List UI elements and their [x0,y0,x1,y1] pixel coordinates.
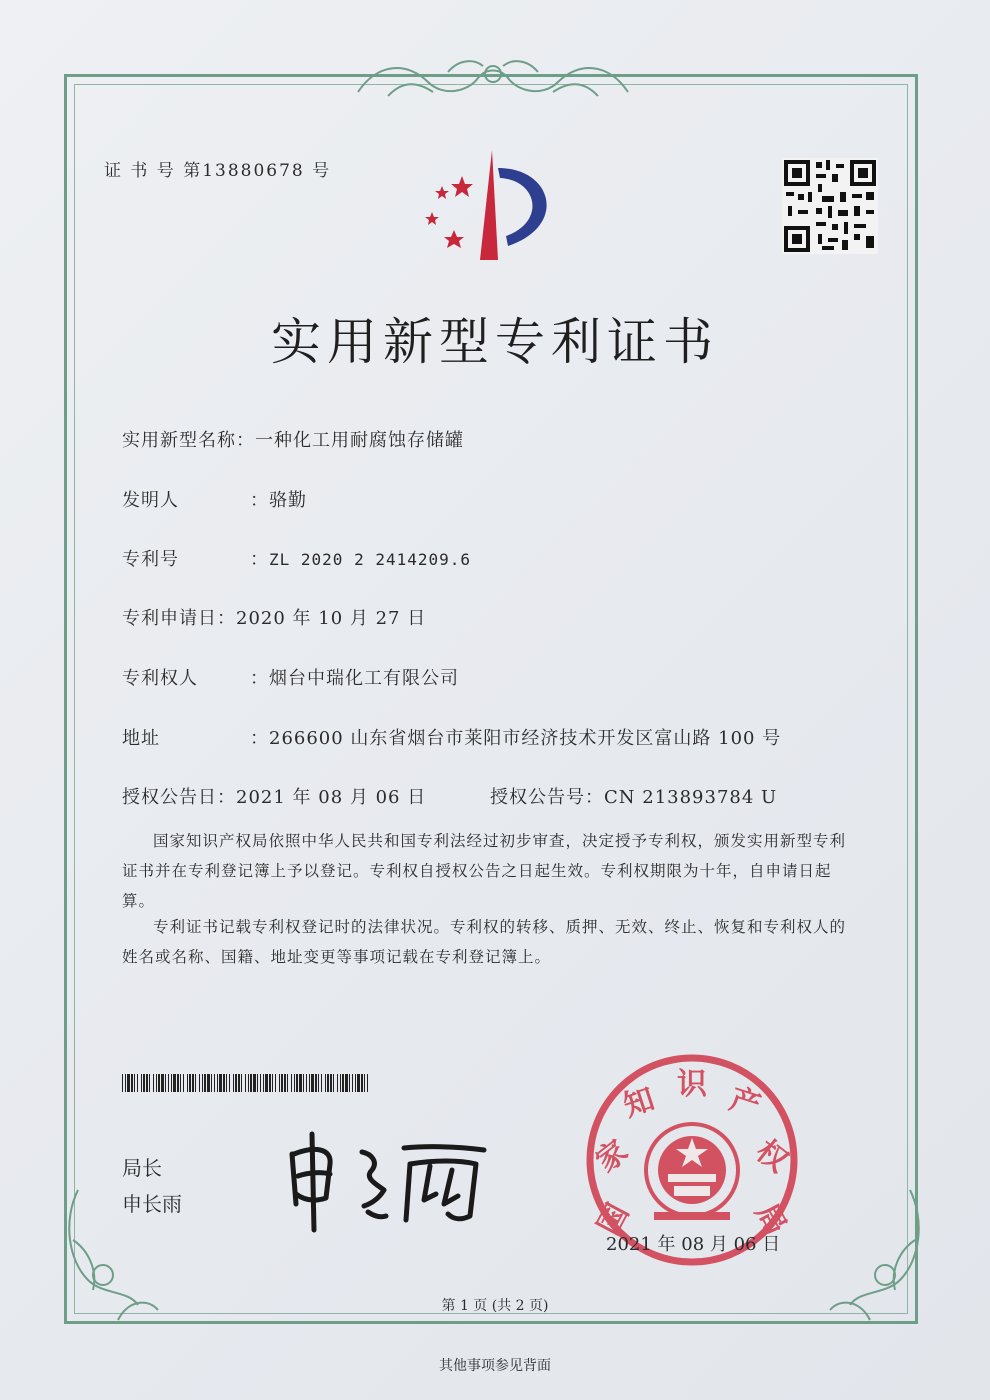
certificate-number-label: 证 书 号 第 [104,161,203,181]
director-signature [284,1124,494,1234]
statement-paragraph-1: 国家知识产权局依照中华人民共和国专利法经过初步审查，决定授予专利权，颁发实用新型专利证书并在专利登记簿上予以登记。专利权自授权公告之日起生效。专利权期限为十年，自申请日起算。 [122,832,847,910]
field-patentee: 专利权人 ：烟台中瑞化工有限公司 [122,664,459,690]
page-indicator: 第 1 页 (共 2 页) [441,1298,549,1314]
field-application-date [122,604,426,630]
svg-text:国: 国 [591,1198,637,1241]
field-value: CN 213893784 U [604,787,778,808]
qr-code [782,158,878,254]
director-title: 局长 [122,1156,162,1180]
svg-text:局: 局 [747,1198,793,1241]
field-value: ZL 2020 2 2414209.6 [269,550,472,569]
svg-text:产: 产 [725,1081,765,1125]
svg-text:家: 家 [589,1133,635,1180]
field-grant-date [122,783,426,809]
field-value: 2021 年 08 月 06 日 [236,787,427,808]
field-address: 地址 ：266600 山东省烟台市莱阳市经济技术开发区富山路 100 号 [122,724,781,750]
field-label: 授权公告日： [122,787,236,808]
certificate-number-value: 13880678 [202,161,305,181]
barcode [122,1074,372,1092]
statement-paragraph-2: 专利证书记载专利权登记时的法律状况。专利权的转移、质押、无效、终止、恢复和专利权人的姓名或名称、国籍、地址变更等事项记载在专利登记簿上。 [122,918,847,966]
field-label: 专利申请日： [122,608,236,629]
certificate-number-suffix: 号 [312,161,332,181]
field-label: 实用新型名称： [122,430,255,451]
director-name: 申长雨 [122,1192,182,1216]
field-label: 地址 [122,728,160,749]
certificate-title: 实用新型专利证书 [271,313,719,371]
field-patent-number: 专利号 ：ZL 2020 2 2414209.6 [122,545,471,571]
certificate-number [104,156,331,181]
field-value: 骆勤 [269,490,307,511]
field-value: 烟台中瑞化工有限公司 [269,668,459,689]
field-label: 专利权人 [122,668,198,689]
svg-text:识: 识 [677,1067,707,1102]
top-ornament [348,52,638,104]
field-value: 2020 年 10 月 27 日 [236,608,427,629]
field-grant-number [490,783,777,809]
field-label: 授权公告号： [490,787,604,808]
seal-date: 2021 年 08 月 06 日 [606,1234,781,1255]
field-value: 266600 山东省烟台市莱阳市经济技术开发区富山路 100 号 [269,728,782,749]
svg-text:知: 知 [619,1081,659,1125]
field-value: 一种化工用耐腐蚀存储罐 [255,430,464,451]
cnipa-logo [418,146,566,262]
field-label: 发明人 [122,490,179,511]
back-page-note: 其他事项参见背面 [439,1358,551,1374]
field-utility-model-name [122,426,464,452]
field-inventor: 发明人 ：骆勤 [122,486,307,512]
svg-text:权: 权 [749,1133,795,1180]
field-label: 专利号 [122,549,179,570]
